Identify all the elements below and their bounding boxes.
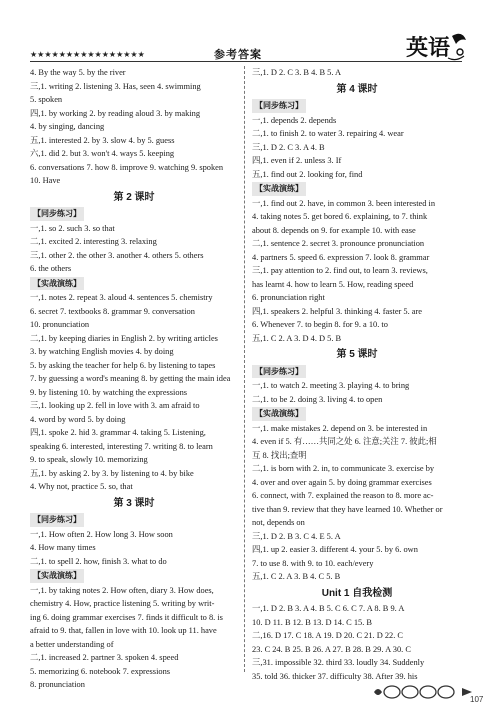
logo-lettering: 英语 bbox=[406, 36, 451, 61]
footer-decoration-icon bbox=[370, 678, 490, 706]
section-tag-row bbox=[252, 406, 462, 422]
answer-line: 6. pronunciation right bbox=[252, 293, 325, 302]
lesson-heading: 第 5 课时 bbox=[336, 349, 378, 360]
answer-line: 6. Whenever 7. to begin 8. for 9. a 10. to bbox=[252, 320, 388, 329]
answer-line: 35. told 36. thicker 37. difficulty 38. After 39. his bbox=[252, 671, 418, 681]
section-tag: 【实战演练】 bbox=[252, 407, 306, 421]
answer-line: 五,1. C 2. A 3. D 4. D 5. B bbox=[252, 333, 342, 343]
answer-line: 6. secret 7. textbooks 8. grammar 9. conversation bbox=[30, 306, 195, 316]
lesson-heading: 第 2 课时 bbox=[113, 191, 155, 203]
answer-line: has learnt 4. how to learn 5. How, reading speed bbox=[252, 279, 414, 289]
answer-line: 五,1. interested 2. by 3. slow 4. by 5. guess bbox=[30, 135, 175, 145]
page-number: 107 bbox=[470, 695, 484, 704]
lesson-heading: Unit 1 自我检测 bbox=[321, 587, 393, 599]
section-tag: 【同步练习】 bbox=[252, 365, 306, 379]
answer-line: 7. to use 8. with 9. to 10. each/every bbox=[252, 558, 374, 568]
header-rule bbox=[30, 61, 462, 62]
answer-line: 二,1. to spell 2. how, finish 3. what to do bbox=[30, 556, 167, 566]
page-title: 参考答案 bbox=[214, 49, 262, 61]
answer-line: 四,1. speakers 2. helpful 3. thinking 4. faster 5. are bbox=[252, 306, 423, 316]
answer-line: 7. by guessing a word's meaning 8. by getting the main idea bbox=[30, 374, 231, 383]
answer-line: 8. pronunciation bbox=[30, 680, 85, 689]
answer-line: 4. Why not, practice 5. so, that bbox=[30, 482, 133, 491]
section-tag-row bbox=[30, 512, 238, 528]
section-tag-row bbox=[30, 568, 238, 584]
answer-line: 5. by asking the teacher for help 6. by listening to tapes bbox=[30, 360, 216, 370]
answer-line: 一,1. depends 2. depends bbox=[252, 115, 337, 125]
lesson-heading: 第 4 课时 bbox=[336, 83, 378, 95]
answer-line: 3. by watching English movies 4. by doing bbox=[30, 347, 174, 356]
section-tag-row bbox=[252, 181, 462, 197]
answer-line: 4. by singing, dancing bbox=[30, 122, 105, 131]
answer-line: 4. By the way 5. by the river bbox=[30, 68, 126, 77]
answer-line: 10. pronunciation bbox=[30, 320, 90, 329]
section-tag-row bbox=[252, 364, 462, 380]
answer-line: 四,1. even if 2. unless 3. If bbox=[252, 156, 342, 165]
english-logo-icon bbox=[400, 28, 470, 64]
answer-line: 5. spoken bbox=[30, 95, 63, 104]
answer-line: 6. conversations 7. how 8. improve 9. watching 9. spoken bbox=[30, 162, 224, 172]
answer-line: 6. the others bbox=[30, 264, 72, 273]
answer-line: 一,1. D 2. B 3. A 4. B 5. C 6. C 7. A 8. B 9. A bbox=[252, 604, 405, 613]
section-tag: 【同步练习】 bbox=[30, 513, 84, 527]
section-tag-row bbox=[30, 206, 238, 222]
answer-line: not, depends on bbox=[252, 518, 305, 527]
answer-line: 9. to speak, slowly 10. memorizing bbox=[30, 455, 148, 464]
answer-line: 互 8. 找出;查明 bbox=[252, 450, 307, 460]
answer-line: 三,1. looking up 2. fell in love with 3. am afraid to bbox=[30, 401, 200, 410]
star-row-decoration: ★★★★★★★★★★★★★★★★ bbox=[30, 50, 145, 59]
answer-line: 五,1. C 2. A 3. B 4. C 5. B bbox=[252, 572, 341, 581]
right-answer-column bbox=[252, 66, 462, 683]
answer-line: 4. partners 5. speed 6. expression 7. look 8. grammar bbox=[252, 252, 430, 262]
answer-line: 二,1. to finish 2. to water 3. repairing 4. wear bbox=[252, 129, 404, 138]
answer-line: 4. word by word 5. by doing bbox=[30, 414, 126, 424]
answer-line: 一,1. so 2. such 3. so that bbox=[30, 223, 115, 233]
answer-line: 四,1. by working 2. by reading aloud 3. by making bbox=[30, 108, 201, 118]
left-answer-column bbox=[30, 66, 238, 692]
answer-line: 5. memorizing 6. notebook 7. expressions bbox=[30, 666, 171, 676]
answer-line: 9. by listening 10. by watching the expressions bbox=[30, 387, 188, 397]
answer-line: 23. C 24. B 25. B 26. A 27. B 28. B 29. A 30. C bbox=[252, 644, 411, 654]
page-header bbox=[0, 0, 500, 64]
answer-line: 二,16. D 17. C 18. A 19. D 20. C 21. D 22. C bbox=[252, 631, 403, 640]
answer-line: 三,31. impossible 32. third 33. loudly 34. Suddenly bbox=[252, 658, 425, 667]
answer-line: 六,1. did 2. but 3. won't 4. ways 5. keeping bbox=[30, 149, 175, 158]
section-tag: 【实战演练】 bbox=[252, 182, 306, 196]
answer-line: 4. taking notes 5. get bored 6. explaining, to 7. think bbox=[252, 212, 428, 221]
answer-line: speaking 6. interested, interesting 7. writing 8. to learn bbox=[30, 441, 213, 451]
answer-line: about 8. depends on 9. for example 10. with ease bbox=[252, 225, 416, 235]
answer-line: 二,1. increased 2. partner 3. spoken 4. speed bbox=[30, 653, 179, 662]
answer-line: 10. Have bbox=[30, 176, 61, 185]
section-tag-row bbox=[252, 98, 462, 114]
answer-line: a better understanding of bbox=[30, 639, 114, 649]
answer-line: 五,1. find out 2. looking for, find bbox=[252, 169, 363, 179]
answer-line: 二,1. is born with 2. in, to communicate 3. exercise by bbox=[252, 464, 435, 473]
answer-line: 三,1. other 2. the other 3. another 4. others 5. others bbox=[30, 250, 204, 260]
answer-line: 四,1. up 2. easier 3. different 4. your 5. by 6. own bbox=[252, 545, 418, 554]
answer-line: 二,1. sentence 2. secret 3. pronounce pronunciation bbox=[252, 239, 425, 248]
answer-line: tive than 9. review that they have learned 10. Whether or bbox=[252, 504, 443, 514]
answer-line: 三,1. D 2. B 3. C 4. E 5. A bbox=[252, 531, 341, 541]
lesson-heading: 第 3 课时 bbox=[113, 497, 155, 509]
answer-line: 一,1. How often 2. How long 3. How soon bbox=[30, 529, 173, 539]
answer-line: 二,1. excited 2. interesting 3. relaxing bbox=[30, 237, 157, 246]
answer-line: 一,1. by taking notes 2. How often, diary 3. How does, bbox=[30, 585, 214, 595]
column-divider bbox=[244, 66, 245, 672]
answer-line: afraid to 9. that, fallen in love with 10. look up 11. have bbox=[30, 626, 217, 635]
answer-line: chemistry 4. How, practice listening 5. writing by writ- bbox=[30, 599, 215, 608]
answer-line: 三,1. D 2. C 3. B 4. B 5. A bbox=[252, 68, 342, 77]
answer-line: 四,1. spoke 2. hid 3. grammar 4. taking 5. Listening, bbox=[30, 428, 206, 437]
answer-line: 二,1. to be 2. doing 3. living 4. to open bbox=[252, 394, 383, 404]
answer-line: 10. D 11. B 12. B 13. D 14. C 15. B bbox=[252, 617, 372, 627]
answer-line: 6. connect, with 7. explained the reason to 8. more ac- bbox=[252, 491, 434, 500]
answer-line: 二,1. by keeping diaries in English 2. by writing articles bbox=[30, 333, 218, 343]
answer-line: 五,1. by asking 2. by 3. by listening to 4. by bike bbox=[30, 468, 194, 478]
answer-line: 一,1. find out 2. have, in common 3. been interested in bbox=[252, 198, 436, 208]
answer-line: 4. even if 5. 有……共同之处 6. 注意;关注 7. 彼此;相 bbox=[252, 437, 437, 446]
answer-line: 三,1. pay attention to 2. find out, to learn 3. reviews, bbox=[252, 266, 428, 275]
answer-line: ing 6. doing grammar exercises 7. finds it difficult to 8. is bbox=[30, 612, 223, 622]
section-tag-row bbox=[30, 276, 238, 292]
answer-line: 一,1. notes 2. repeat 3. aloud 4. sentences 5. chemistry bbox=[30, 293, 213, 302]
answer-line: 三,1. writing 2. listening 3. Has, seen 4. swimming bbox=[30, 81, 201, 91]
answer-line: 4. How many times bbox=[30, 543, 96, 552]
answer-line: 三,1. D 2. C 3. A 4. B bbox=[252, 142, 325, 152]
section-tag: 【实战演练】 bbox=[30, 277, 84, 291]
section-tag: 【实战演练】 bbox=[30, 569, 84, 583]
answer-line: 4. over and over again 5. by doing grammar exercises bbox=[252, 477, 432, 487]
section-tag: 【同步练习】 bbox=[30, 207, 84, 221]
section-tag: 【同步练习】 bbox=[252, 99, 306, 113]
answer-line: 一,1. make mistakes 2. depend on 3. be interested in bbox=[252, 423, 428, 433]
answer-line: 一,1. to watch 2. meeting 3. playing 4. to bring bbox=[252, 381, 410, 390]
